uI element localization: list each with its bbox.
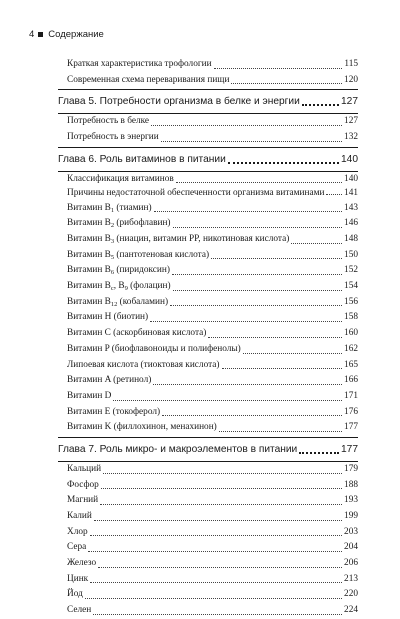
toc-chapter-entry[interactable] <box>58 150 358 169</box>
toc-entry-title <box>67 263 170 279</box>
toc-page-number: 220 <box>344 589 358 600</box>
toc-page-number: 206 <box>344 558 358 569</box>
running-head <box>29 29 104 40</box>
toc-section-entry[interactable] <box>58 420 358 436</box>
toc-entry-text-after: (кобаламин) <box>117 296 169 307</box>
dot-leader <box>153 384 342 385</box>
dot-leader <box>208 337 342 338</box>
toc-page-number: 165 <box>344 359 358 370</box>
toc-entry-text: Витамин B <box>67 281 111 292</box>
toc-entry-text: Краткая характеристика трофологии <box>67 58 212 69</box>
chapter-rule-top <box>58 89 358 90</box>
toc-entry-title <box>67 130 159 146</box>
toc-entry-text: Потребность в белке <box>67 116 150 127</box>
toc-entry-text-after: (пантотеновая кислота) <box>114 249 210 260</box>
toc-entry-title <box>67 232 289 248</box>
dot-leader <box>90 535 342 536</box>
toc-entry-text: Витамин P (биофлавоноиды и полифенолы) <box>67 343 241 354</box>
toc-section-entry[interactable] <box>58 114 358 130</box>
toc-entry-title <box>67 279 171 295</box>
toc-entry-title <box>67 509 92 525</box>
toc-entry-text: Витамин B <box>67 218 111 229</box>
subscript: 9 <box>124 285 128 293</box>
subscript: 2 <box>110 222 115 230</box>
toc-section-entry[interactable] <box>58 310 358 326</box>
dot-leader <box>299 452 339 454</box>
toc-entry-title <box>67 326 206 342</box>
toc-section-entry[interactable] <box>58 172 358 188</box>
toc-entry-title <box>67 57 212 73</box>
toc-entry-text: Витамин C (аскорбиновая кислота) <box>67 328 207 339</box>
toc-page-number: 158 <box>344 312 358 323</box>
toc-page-number: 204 <box>344 542 358 553</box>
toc-entry-text: Витамин B <box>67 234 111 244</box>
toc-page-number: 146 <box>344 218 358 229</box>
toc-page-number: 224 <box>344 605 358 616</box>
toc-entry-title <box>67 295 168 311</box>
toc-section-entry[interactable] <box>58 295 358 311</box>
toc-page-number: 150 <box>344 249 358 260</box>
dot-leader <box>162 415 342 416</box>
dot-leader <box>93 614 342 615</box>
toc-page-number: 148 <box>344 234 358 244</box>
toc-entry-title <box>67 420 217 436</box>
toc-entry-title <box>58 150 226 169</box>
toc-entry-title <box>67 540 86 556</box>
toc-page-number: 141 <box>344 188 358 199</box>
toc-section-entry[interactable] <box>58 342 358 358</box>
toc-section-entry[interactable] <box>58 232 358 248</box>
toc-entry-title <box>67 587 83 603</box>
dot-leader <box>94 520 342 521</box>
dot-leader <box>100 504 342 505</box>
dot-leader <box>176 182 342 183</box>
toc-entry-text-after: (рибофлавин) <box>114 218 171 229</box>
dot-leader <box>326 194 342 195</box>
toc-entry-title <box>67 201 152 217</box>
toc-page-number: 171 <box>344 390 358 401</box>
toc-entry-text: Причины недостаточной обеспеченности организма витаминами <box>67 188 325 199</box>
toc-section-entry[interactable] <box>58 509 358 525</box>
toc-page-number: 115 <box>344 58 358 69</box>
toc-entry-title <box>67 114 149 130</box>
dot-leader <box>291 243 342 244</box>
toc-page-number: 140 <box>341 153 358 165</box>
toc-page-number: 199 <box>344 511 358 521</box>
subscript: 5 <box>110 253 115 261</box>
toc-page-number: 132 <box>344 132 358 143</box>
toc-page-number: 166 <box>344 375 358 386</box>
toc-page-number: 127 <box>341 96 358 108</box>
table-of-contents <box>58 57 358 619</box>
toc-section-entry[interactable] <box>58 572 358 588</box>
toc-entry-text-after: , B <box>113 281 125 292</box>
toc-section-entry[interactable] <box>58 478 358 494</box>
toc-entry-text: Калий <box>67 511 92 521</box>
dot-leader <box>150 321 342 322</box>
toc-page-number: 162 <box>344 343 358 354</box>
toc-entry-text: Витамин B <box>67 265 111 276</box>
toc-page-number: 152 <box>344 265 358 276</box>
toc-page-number: 179 <box>344 463 358 474</box>
dot-leader <box>151 125 342 126</box>
toc-entry-text: Витамин H (биотин) <box>67 312 149 323</box>
toc-section-entry[interactable] <box>58 389 358 405</box>
dot-leader <box>154 211 342 212</box>
dot-leader <box>88 551 342 552</box>
toc-entry-text-after: (тиамин) <box>114 202 152 213</box>
running-head-title: Содержание <box>48 29 104 40</box>
toc-entry-text: Витамин D <box>67 390 112 401</box>
toc-entry-text: Хлор <box>67 526 88 537</box>
dot-leader <box>231 83 342 84</box>
toc-page-number: 213 <box>344 573 358 584</box>
dot-leader <box>103 473 342 474</box>
subscript: 1 <box>110 206 115 214</box>
dot-leader <box>302 104 339 106</box>
toc-section-entry[interactable] <box>58 462 358 478</box>
toc-entry-text-after: (фолацин) <box>127 281 171 292</box>
toc-section-entry[interactable] <box>58 201 358 217</box>
toc-section-entry[interactable] <box>58 130 358 146</box>
toc-page-number: 203 <box>344 526 358 537</box>
dot-leader <box>219 431 342 432</box>
toc-section-entry[interactable] <box>58 405 358 421</box>
dot-leader <box>101 488 342 489</box>
subscript: c <box>110 285 114 293</box>
toc-entry-text: Классификация витаминов <box>67 173 174 184</box>
toc-section-entry[interactable] <box>58 248 358 264</box>
toc-section-entry[interactable] <box>58 603 358 619</box>
square-bullet-icon <box>38 32 43 37</box>
toc-entry-title <box>67 525 88 541</box>
subscript: 3 <box>110 238 115 245</box>
toc-entry-title <box>58 440 297 459</box>
toc-entry-text: Фосфор <box>67 479 99 490</box>
subscript: 6 <box>110 269 115 277</box>
page-number: 4 <box>29 29 35 40</box>
toc-page-number: 156 <box>344 296 358 307</box>
dot-leader <box>173 227 343 228</box>
dot-leader <box>85 598 342 599</box>
toc-page-number: 143 <box>344 202 358 213</box>
toc-entry-title <box>67 389 111 405</box>
toc-section-entry[interactable] <box>58 187 358 200</box>
dot-leader <box>161 141 342 142</box>
toc-page-number: 160 <box>344 328 358 339</box>
toc-chapter-entry[interactable] <box>58 92 358 111</box>
toc-page-number: 176 <box>344 406 358 417</box>
toc-entry-text-after: (ниацин, витамин PP, никотиновая кислота) <box>114 234 290 244</box>
toc-section-entry[interactable] <box>58 525 358 541</box>
toc-section-entry[interactable] <box>58 493 358 509</box>
toc-section-entry[interactable] <box>58 540 358 556</box>
toc-chapter-entry[interactable] <box>58 440 358 459</box>
toc-entry-text: Йод <box>67 589 83 600</box>
toc-entry-title <box>67 172 174 188</box>
dot-leader <box>222 368 343 369</box>
toc-entry-title <box>67 358 220 374</box>
toc-entry-title <box>67 342 241 358</box>
toc-page-number: 193 <box>344 495 358 506</box>
toc-entry-text: Потребность в энергии <box>67 132 159 143</box>
toc-entry-title <box>67 216 171 232</box>
dot-leader <box>173 290 342 291</box>
toc-page-number: 188 <box>344 479 358 490</box>
toc-entry-title <box>67 478 99 494</box>
toc-page-number: 127 <box>344 116 358 127</box>
toc-entry-title <box>67 310 148 326</box>
toc-entry-title <box>67 73 229 89</box>
toc-page-number: 177 <box>341 443 358 455</box>
toc-entry-text: Витамин K (филлохинон, менахинон) <box>67 422 217 433</box>
dot-leader <box>98 567 342 568</box>
toc-entry-text: Витамин B <box>67 202 111 213</box>
dot-leader <box>90 582 342 583</box>
toc-entry-text: Сера <box>67 542 87 553</box>
toc-entry-text: Витамин B <box>67 249 111 260</box>
toc-entry-text: Современная схема переваривания пищи <box>67 74 230 85</box>
toc-entry-text: Кальций <box>67 463 102 474</box>
subscript: 12 <box>110 300 118 308</box>
toc-section-entry[interactable] <box>58 373 358 389</box>
toc-entry-title <box>67 603 91 619</box>
toc-section-entry[interactable] <box>58 73 358 89</box>
toc-entry-text: Витамин B <box>67 296 111 307</box>
dot-leader <box>211 258 342 259</box>
toc-entry-title <box>67 462 101 478</box>
toc-entry-text: Железо <box>67 558 97 569</box>
toc-entry-title <box>67 572 88 588</box>
toc-page-number: 120 <box>344 74 358 85</box>
toc-entry-title <box>67 373 151 389</box>
toc-entry-text: Глава 5. Потребности организма в белке и энергии <box>58 96 300 108</box>
toc-entry-text: Цинк <box>67 573 89 584</box>
toc-section-entry[interactable] <box>58 57 358 73</box>
dot-leader <box>172 274 342 275</box>
toc-entry-text-after: (пиридоксин) <box>114 265 170 276</box>
dot-leader <box>228 162 339 164</box>
toc-section-entry[interactable] <box>58 216 358 232</box>
toc-section-entry[interactable] <box>58 326 358 342</box>
dot-leader <box>214 68 343 69</box>
toc-page-number: 177 <box>344 422 358 433</box>
toc-entry-text: Селен <box>67 605 92 616</box>
toc-entry-text: Глава 7. Роль микро- и макроэлементов в питании <box>58 443 298 455</box>
toc-entry-text: Липоевая кислота (тиоктовая кислота) <box>67 359 220 370</box>
toc-section-entry[interactable] <box>58 263 358 279</box>
toc-section-entry[interactable] <box>58 279 358 295</box>
toc-entry-title <box>58 92 300 111</box>
toc-entry-title <box>67 405 160 421</box>
toc-page-number: 140 <box>344 173 358 184</box>
dot-leader <box>243 353 342 354</box>
chapter-rule-top <box>58 437 358 438</box>
toc-section-entry[interactable] <box>58 358 358 374</box>
toc-section-entry[interactable] <box>58 587 358 603</box>
dot-leader <box>113 400 342 401</box>
toc-entry-text: Витамин E (токоферол) <box>67 406 161 417</box>
toc-page-number: 154 <box>344 281 358 292</box>
toc-entry-text: Магний <box>67 495 99 506</box>
toc-entry-text: Глава 6. Роль витаминов в питании <box>58 153 226 165</box>
toc-entry-title <box>67 248 209 264</box>
toc-entry-title <box>67 188 324 198</box>
toc-entry-title <box>67 493 98 509</box>
chapter-rule-top <box>58 147 358 148</box>
dot-leader <box>170 305 342 306</box>
toc-entry-text: Витамин A (ретинол) <box>67 375 152 386</box>
